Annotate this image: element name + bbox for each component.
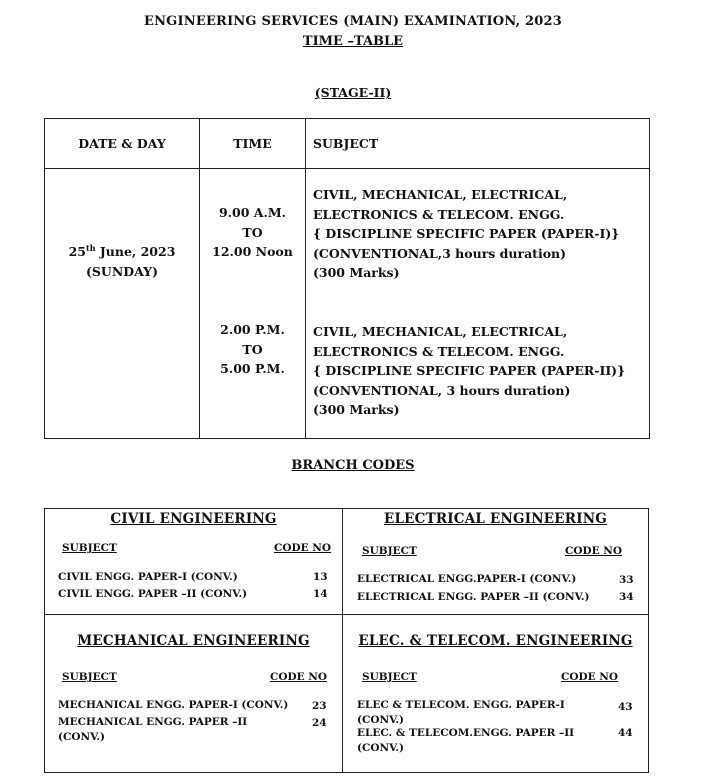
elec-telecom-code-header: CODE NO: [561, 671, 619, 683]
table-border-right: [649, 118, 650, 439]
elec-telecom-row-2-code: 44: [618, 727, 633, 739]
mechanical-code-header: CODE NO: [270, 671, 328, 683]
elec-telecom-row-2-subject-cont: (CONV.): [357, 742, 405, 754]
mechanical-row-2-subject-line: MECHANICAL ENGG. PAPER –II: [58, 716, 248, 728]
electrical-row-2-subject: ELECTRICAL ENGG. PAPER –II (CONV.): [357, 591, 590, 603]
civil-code-header: CODE NO: [274, 542, 332, 554]
session-2-subject-line: CIVIL, MECHANICAL, ELECTRICAL,: [313, 324, 568, 339]
elec-telecom-row-2-subject-line: ELEC. & TELECOM.ENGG. PAPER –II: [357, 727, 575, 739]
col-header-time: TIME: [233, 136, 272, 151]
branch-codes-title-text: BRANCH CODES: [291, 458, 415, 473]
electrical-title: [343, 511, 648, 527]
date-text: [45, 239, 199, 262]
date-month-year: June, 2023: [95, 244, 176, 260]
mechanical-row-1-code: 23: [312, 700, 327, 712]
session-2-to: TO: [242, 341, 263, 357]
civil-title-text: CIVIL ENGINEERING: [110, 511, 277, 527]
mechanical-row-2-subject: [58, 715, 247, 745]
electrical-code-header: CODE NO: [565, 545, 623, 557]
elec-telecom-title-text: ELEC. & TELECOM. ENGINEERING: [358, 633, 633, 649]
electrical-row-1-subject: ELECTRICAL ENGG.PAPER-I (CONV.): [357, 573, 577, 585]
mechanical-row-2-code: 24: [312, 717, 327, 729]
electrical-row-2-code: 34: [619, 591, 634, 603]
mechanical-title-text: MECHANICAL ENGINEERING: [77, 633, 310, 649]
codes-middle-divider: [44, 614, 649, 615]
col-header-date: DATE & DAY: [78, 136, 166, 151]
table-col-divider-1: [199, 118, 200, 439]
session-1-subject-line: CIVIL, MECHANICAL, ELECTRICAL,: [313, 187, 568, 202]
stage-label: [0, 85, 706, 100]
elec-telecom-row-2-subject: [357, 726, 574, 756]
codes-border-right: [648, 508, 649, 773]
session-1-subject: [313, 185, 619, 283]
session-1-end: 12.00 Noon: [212, 244, 293, 259]
electrical-subject-header: SUBJECT: [362, 545, 417, 557]
session-1-subject-line: { DISCIPLINE SPECIFIC PAPER (PAPER-I)}: [313, 226, 620, 241]
elec-telecom-title: [343, 633, 648, 649]
table-border-top: [44, 118, 650, 119]
session-1-time: [200, 203, 305, 262]
table-header-divider: [44, 168, 650, 169]
timetable-heading-text: TIME –TABLE: [302, 34, 404, 49]
electrical-row-1-code: 33: [619, 574, 634, 586]
session-2-end: 5.00 P.M.: [220, 361, 285, 376]
session-1-to: TO: [242, 224, 263, 240]
civil-subject-header: SUBJECT: [62, 542, 117, 554]
session-2-start: 2.00 P.M.: [220, 322, 285, 337]
electrical-title-text: ELECTRICAL ENGINEERING: [383, 511, 607, 527]
civil-row-1-code: 13: [313, 571, 328, 583]
civil-row-2-code: 14: [313, 588, 328, 600]
table-col-divider-2: [305, 118, 306, 439]
session-1-subject-line: (300 Marks): [313, 265, 400, 280]
civil-title: [45, 511, 342, 527]
session-2-time: [200, 320, 305, 379]
mechanical-title: [45, 633, 342, 649]
session-1-subject-line: ELECTRONICS & TELECOM. ENGG.: [313, 206, 565, 222]
elec-telecom-subject-header: SUBJECT: [362, 671, 417, 683]
weekday: (SUNDAY): [85, 263, 159, 279]
session-2-subject: [313, 322, 625, 420]
session-2-subject-line: ELECTRONICS & TELECOM. ENGG.: [313, 343, 565, 359]
col-header-subject: SUBJECT: [313, 136, 379, 151]
mechanical-row-1-subject: MECHANICAL ENGG. PAPER-I (CONV.): [58, 699, 289, 711]
mechanical-subject-header: SUBJECT: [62, 671, 117, 683]
session-2-subject-line: { DISCIPLINE SPECIFIC PAPER (PAPER-II)}: [313, 363, 626, 378]
elec-telecom-row-1-code: 43: [618, 701, 633, 713]
session-2-subject-line: (300 Marks): [313, 402, 400, 417]
table-border-bottom: [44, 438, 650, 439]
civil-row-1-subject: CIVIL ENGG. PAPER-I (CONV.): [58, 571, 238, 583]
mechanical-row-2-subject-cont: (CONV.): [58, 731, 106, 743]
elec-telecom-row-1-subject: [357, 698, 565, 728]
exam-title: ENGINEERING SERVICES (MAIN) EXAMINATION, 2023: [143, 14, 563, 29]
timetable-heading: [0, 34, 706, 49]
date-suffix: th: [86, 243, 96, 253]
date-day-number: 25: [68, 244, 86, 260]
session-2-subject-line: (CONVENTIONAL, 3 hours duration): [313, 382, 571, 398]
date-cell: [45, 239, 199, 281]
session-1-start: 9.00 A.M.: [218, 205, 287, 220]
elec-telecom-row-1-subject-cont: (CONV.): [357, 714, 405, 726]
session-1-subject-line: (CONVENTIONAL,3 hours duration): [313, 245, 567, 261]
branch-codes-title: [0, 458, 706, 473]
stage-label-text: (STAGE-II): [314, 85, 392, 100]
civil-row-2-subject: CIVIL ENGG. PAPER –II (CONV.): [58, 588, 248, 600]
elec-telecom-row-1-subject-line: ELEC & TELECOM. ENGG. PAPER-I: [357, 699, 565, 711]
codes-border-bottom: [44, 772, 649, 773]
codes-border-top: [44, 508, 649, 509]
